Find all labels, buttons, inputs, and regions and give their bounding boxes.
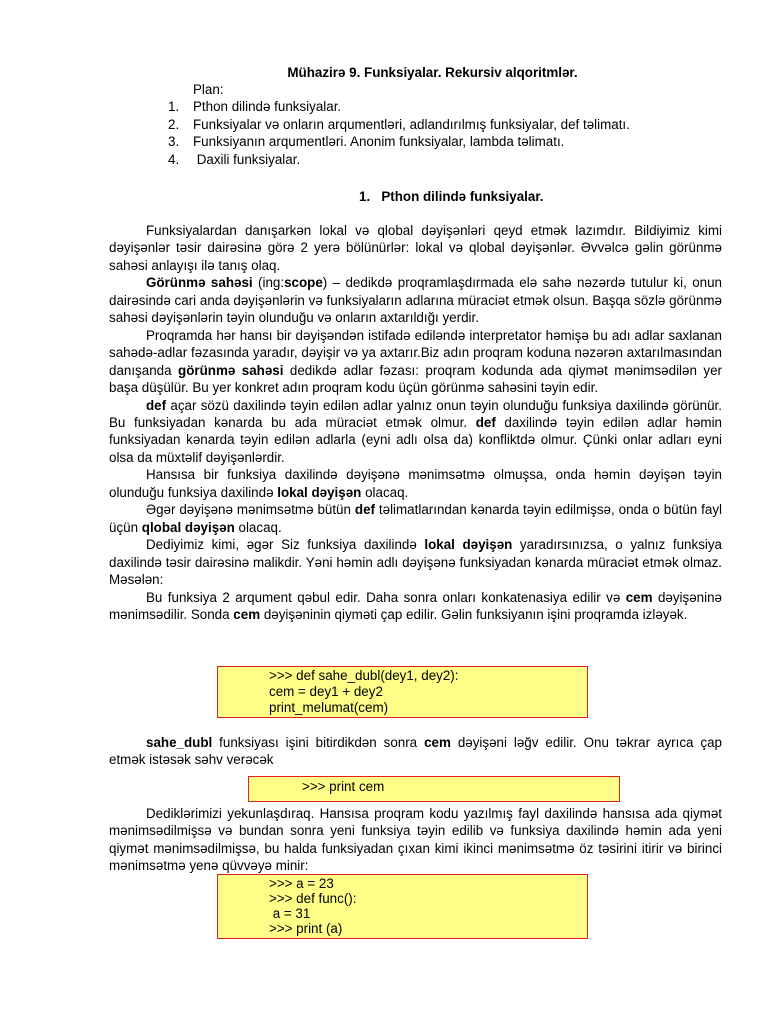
plan-item <box>168 98 630 116</box>
body-paragraph <box>109 536 722 588</box>
code-line: >>> a = 23 <box>269 876 334 891</box>
plan-item-number: 3. <box>168 134 180 150</box>
code-line: cem = dey1 + dey2 <box>269 684 383 699</box>
plan-item-number: 2. <box>168 116 180 132</box>
text-run: Bu funksiya 2 arqument qəbul edir. Daha sonra onları konkatenasiya edilir və <box>146 589 626 605</box>
text-run: ) – dedikdə proqramlaşdırmada elə sahə nəzərdə tutulur ki, onun dairəsində cari anda dəyişənlərin və funksiyaların adlarına müraciət etmək olsun. Başqa sözlə görünmə sahəsi dəyişənlərin təyin olunduğu və onların axtarıldığı yerdir. <box>109 275 722 326</box>
body-paragraphs-a <box>109 222 722 623</box>
bold-term: Görünmə sahəsi <box>146 275 253 291</box>
plan-label: Plan: <box>193 82 224 97</box>
text-run: Dediklərimizi yekunlaşdıraq. Hansısa proqram kodu yazılmış fayl daxilində hansısa ada qiymət mənimsədilmişsə və bundan sonra yeni funksiya təyin edilib və funksiya daxilində həmin ada yeni qiymət mənimsədilmişsə, bu halda funksiyadan çıxan kimi ikinci mənimsətmə öz təsirini itirir və birinci mənimsətmə yenə qüvvəyə minir: <box>109 806 722 874</box>
text-run: Hansısa bir funksiya daxilində dəyişənə mənimsətmə olmuşsa, onda həmin dəyişən təyin olunduğu funksiya daxilində <box>109 467 722 500</box>
bold-term: def <box>146 397 167 413</box>
body-paragraph <box>109 466 722 501</box>
bold-term: qlobal dəyişən <box>141 519 235 535</box>
text-run: təlimatlarından kənarda təyin edilmişsə, onda o bütün fayl üçün <box>109 502 722 535</box>
text-run: açar sözü daxilində təyin edilən adlar yalnız onun təyin olunduğu funksiya daxilində görünür. Bu funksiyadan kənarda bu ada müraciət etmək olmur. <box>109 397 722 430</box>
text-run: olacaq. <box>234 519 282 535</box>
body-paragraph <box>109 501 722 536</box>
text-run: Funksiyalardan danışarkən lokal və qlobal dəyişənləri qeyd etmək lazımdır. Bildiyimiz kimi dəyişənlər təsir dairəsinə görə 2 yerə bölünürlər: lokal və qlobal dəyişənlər. Əvvəlcə gəlin görünmə sahəsi anlayışı ilə tanış olaq. <box>109 223 722 273</box>
section-heading: 1. Pthon dilində funksiyalar. <box>359 189 544 204</box>
bold-term: def <box>475 414 496 430</box>
body-paragraph <box>109 327 722 397</box>
text-run: Əgər dəyişənə mənimsətmə bütün <box>146 502 355 518</box>
code-line: a = 31 <box>269 906 311 921</box>
bold-term: sahe_dubl <box>146 735 213 750</box>
document-title: Mühazirə 9. Funksiyalar. Rekursiv alqoritmlər. <box>287 65 578 80</box>
bold-term: cem <box>625 589 653 605</box>
bold-term: scope <box>284 275 323 291</box>
code-block-function-def <box>217 666 588 718</box>
text-run: olacaq. <box>361 484 409 500</box>
code-block-print <box>248 776 620 802</box>
bold-term: lokal dəyişən <box>424 537 513 553</box>
code-line: >>> print cem <box>302 779 385 794</box>
text-run: yaradırsınızsa, o yalnız funksiya daxilində təsir dairəsinə malikdir. Yəni həmin adlı dəyişənə funksiyadan kənarda müraciət etmək olmaz. Məsələn: <box>109 537 723 588</box>
body-paragraphs-b <box>109 734 722 769</box>
body-paragraph <box>109 805 722 875</box>
plan-item-text: Funksiyalar və onların arqumentləri, adlandırılmış funksiyalar, def təlimatı. <box>193 116 630 132</box>
code-line: print_melumat(cem) <box>269 700 389 715</box>
body-paragraph <box>109 274 722 326</box>
plan-item-text: Pthon dilində funksiyalar. <box>193 99 342 114</box>
text-run: dəyişəninə mənimsədilir. Sonda <box>109 589 722 622</box>
text-run: dəyişəninin qiyməti çap edilir. Gəlin funksiyanın işini proqramda izləyək. <box>260 606 688 622</box>
plan-list <box>168 98 630 168</box>
plan-item <box>168 116 630 134</box>
body-paragraphs-c <box>109 805 722 875</box>
body-paragraph <box>109 222 722 274</box>
text-run: dedikdə adlar fəzası: proqram kodunda ada qiymət mənimsədilən yer başa düşülür. Bu yer konkret adın proqram kodu üçün görünmə sahəsini təyin edir. <box>109 362 722 396</box>
plan-item <box>168 151 630 169</box>
code-line: >>> def func(): <box>269 891 357 906</box>
bold-term: cem <box>424 735 451 750</box>
bold-term: cem <box>233 606 261 622</box>
code-block-scope-example <box>217 874 588 939</box>
plan-item-number: 1. <box>168 99 180 114</box>
bold-term: def <box>354 502 375 518</box>
plan-item-number: 4. <box>168 151 180 167</box>
code-line: >>> print (a) <box>269 921 343 936</box>
bold-term: görünmə sahəsi <box>178 362 284 378</box>
plan-item-text: Daxili funksiyalar. <box>193 151 301 167</box>
text-run: funksiyası işini bitirdikdən sonra <box>212 735 425 750</box>
text-run: (ing: <box>252 275 285 291</box>
body-paragraph <box>109 734 722 769</box>
plan-item <box>168 133 630 151</box>
text-run: Dediyimiz kimi, əgər Siz funksiya daxilində <box>146 537 425 553</box>
body-paragraph <box>109 397 722 467</box>
body-paragraph <box>109 589 722 624</box>
text-run: daxilində təyin edilən adlar həmin funksiyadan kənarda təyin edilən adlarla (eyni adlı olsa da) konfliktdə olmur. Çünki onlar adları eyni olsa da müxtəlif dəyişənlərdir. <box>109 414 722 465</box>
text-run: dəyişəni ləğv edilir. Onu təkrar ayrıca çap etmək istəsək səhv verəcək <box>109 735 722 768</box>
text-run: Proqramda hər hansı bir dəyişəndən istifadə ediləndə interpretator həmişə bu adı adlar saxlanan sahədə-adlar fəzasında yaradır, dəyişir və ya axtarır.Biz adın proqram koduna nəzərən axtarılmasından danışanda <box>109 327 722 378</box>
plan-item-text: Funksiyanın arqumentləri. Anonim funksiyalar, lambda təlimatı. <box>193 134 565 150</box>
code-line: >>> def sahe_dubl(dey1, dey2): <box>269 668 459 683</box>
bold-term: lokal dəyişən <box>277 484 362 500</box>
